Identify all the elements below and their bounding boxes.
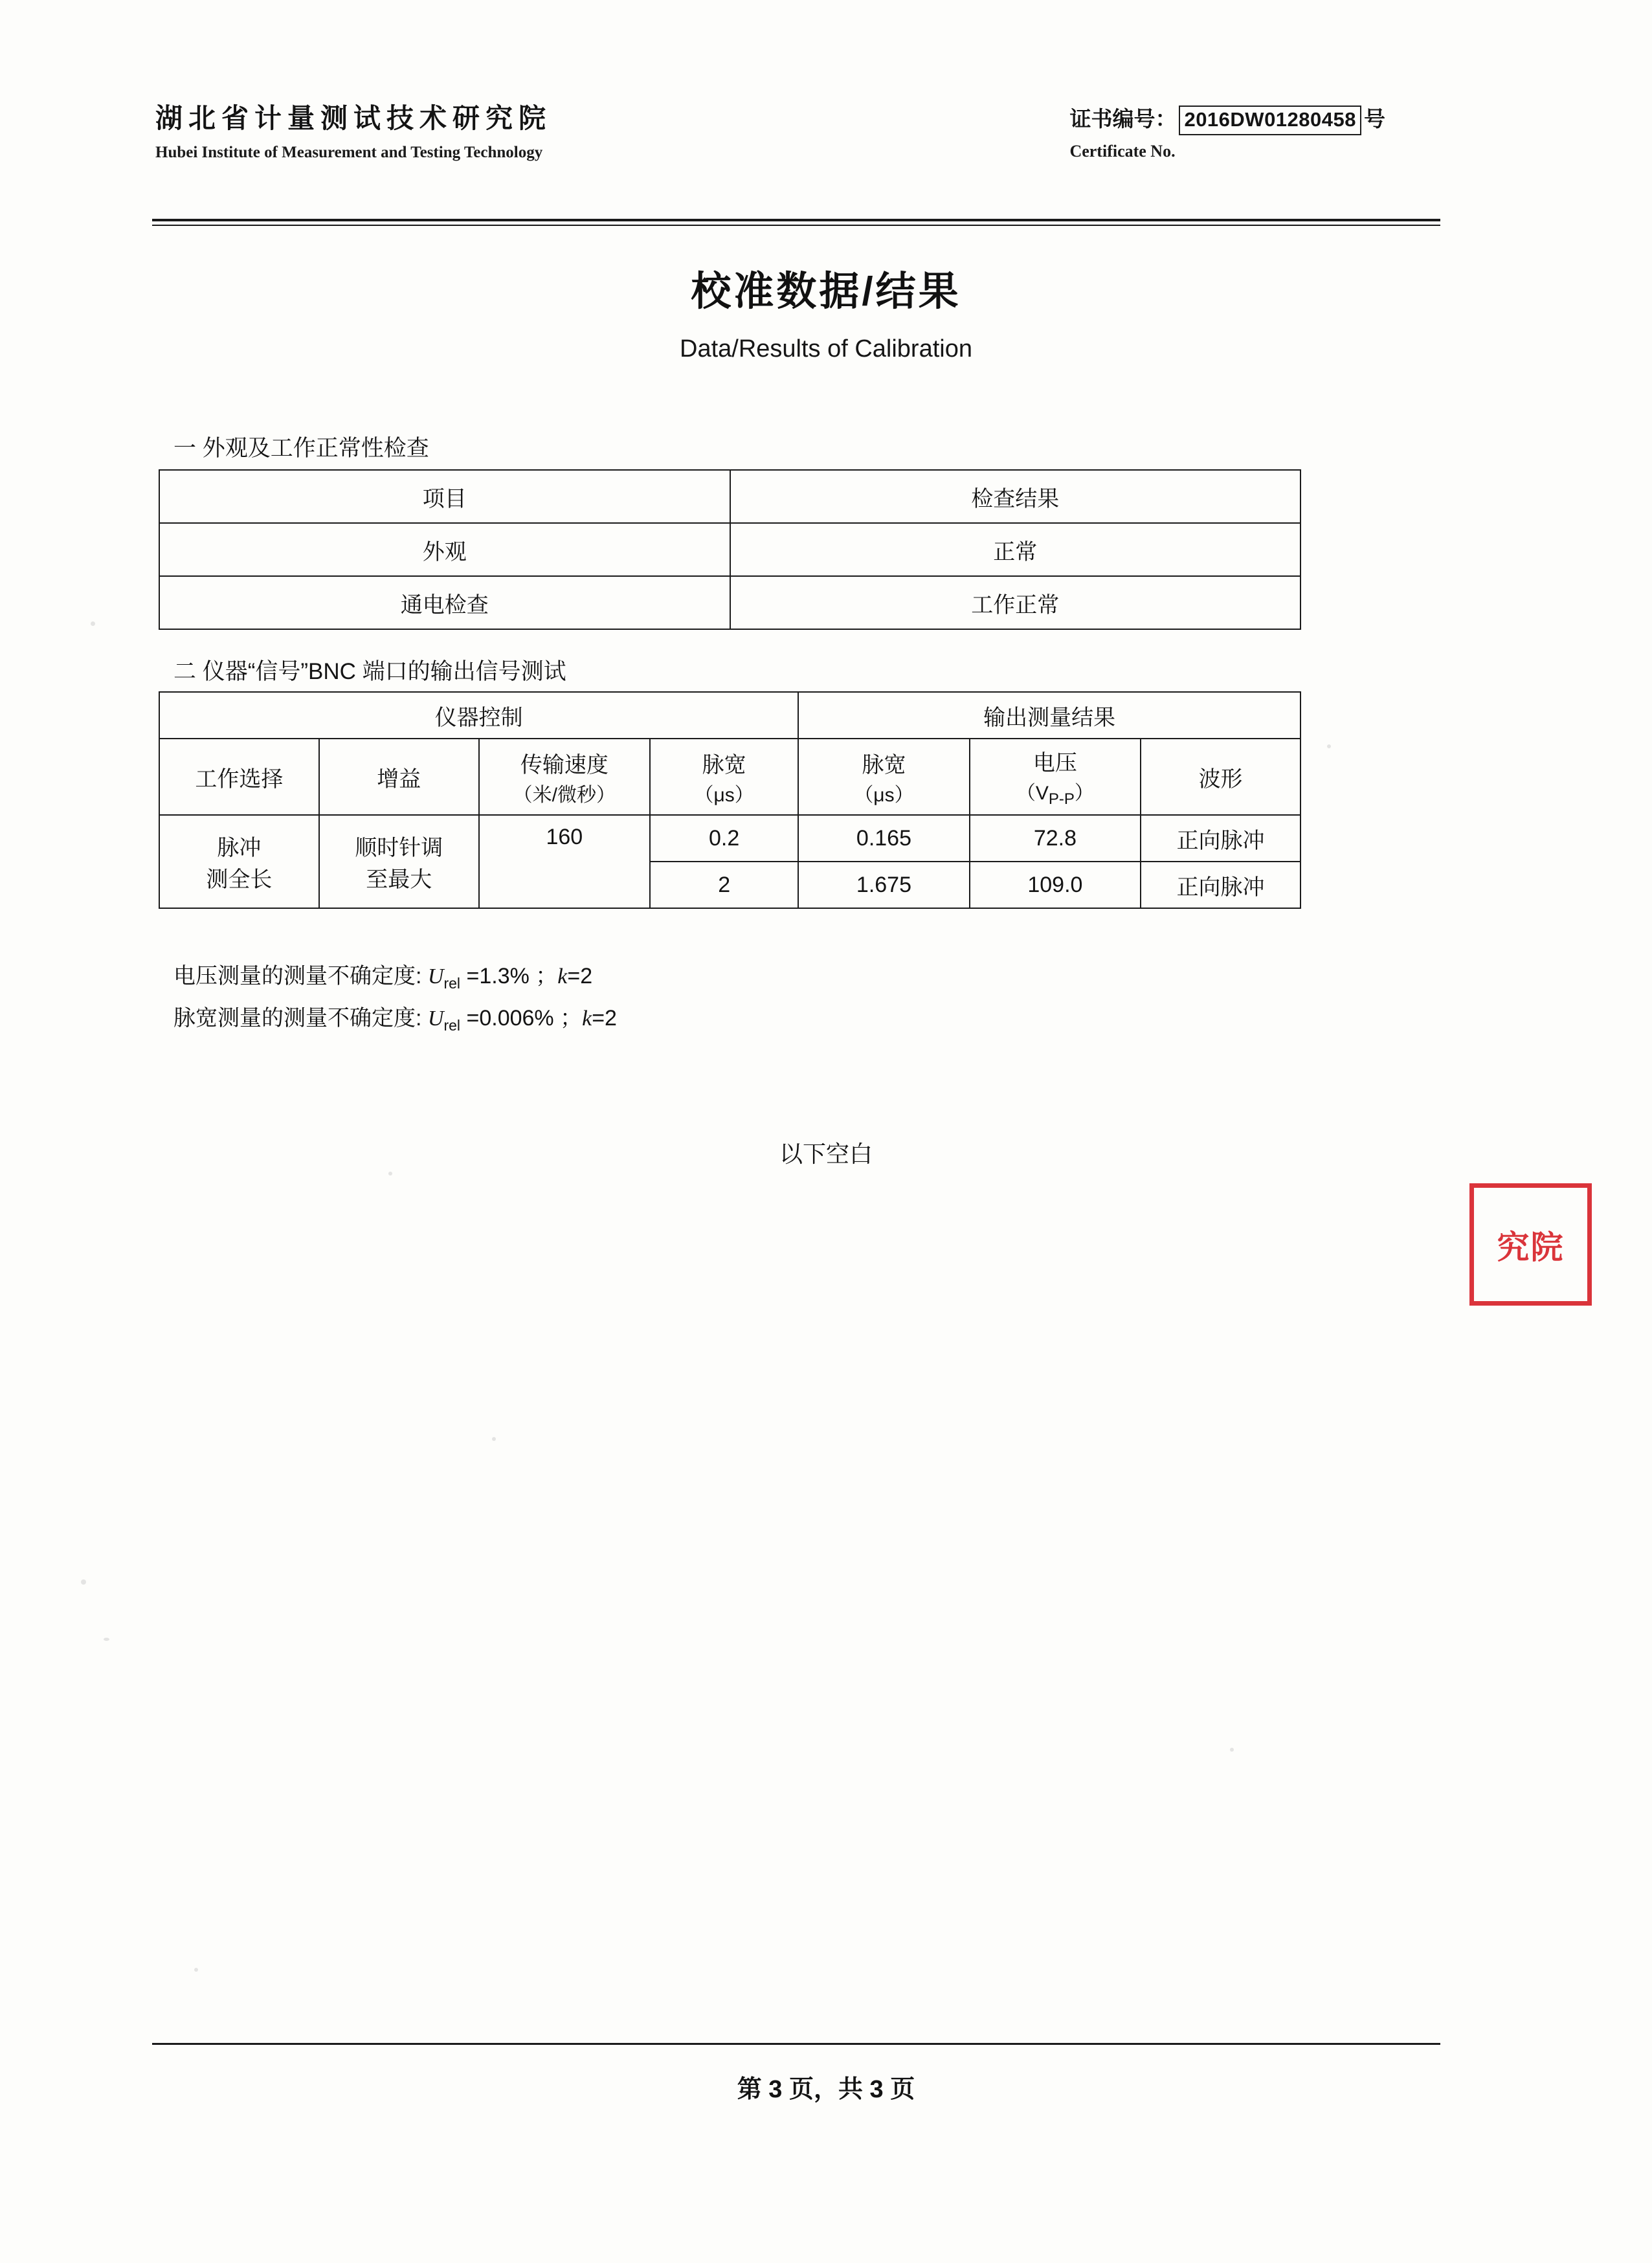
group-header-output-results: 输出测量结果: [798, 692, 1300, 739]
table-group-header-row: [159, 692, 1300, 739]
output-signal-test-table: [159, 691, 1301, 909]
uncertainty-note-pulse-prefix: 脉宽测量的测量不确定度:: [173, 1006, 428, 1031]
cell-transfer-speed: 160: [479, 815, 650, 908]
organization-block: [155, 97, 552, 162]
uncertainty-symbol-sub: rel: [443, 974, 461, 992]
uncertainty-note-voltage: [173, 958, 592, 992]
group-header-instrument-control: 仪器控制: [159, 692, 798, 739]
scan-speck: [1230, 1748, 1234, 1752]
uncertainty-note-pulse-value: =0.006% ；: [460, 1006, 583, 1031]
uncertainty-note-pulse-width: [173, 1000, 617, 1034]
cell-work-select: [159, 815, 319, 908]
coverage-factor-symbol: k: [582, 1007, 592, 1031]
certificate-suffix: 号: [1364, 107, 1385, 131]
cell-item: 外观: [159, 523, 730, 576]
cell-waveform: 正向脉冲: [1141, 815, 1300, 862]
column-header-voltage: [970, 739, 1141, 815]
table-row: [159, 815, 1300, 862]
scan-speck: [194, 1968, 198, 1972]
certificate-number-value: 2016DW01280458: [1179, 106, 1361, 135]
document-header: [155, 97, 1463, 162]
uncertainty-note-voltage-prefix: 电压测量的测量不确定度:: [173, 964, 428, 988]
column-header-item: 项目: [159, 470, 730, 523]
column-header-waveform: 波形: [1141, 739, 1300, 815]
column-header-voltage-main: 电压: [1032, 751, 1077, 775]
section-1-heading: 一 外观及工作正常性检查: [173, 436, 429, 461]
cell-gain-line2: 至最大: [366, 867, 432, 892]
cell-gain-line1: 顺时针调: [355, 836, 443, 860]
page-number-footer: 第 3 页，共 3 页: [737, 2076, 915, 2103]
organization-name-cn: 湖北省计量测试技术研究院: [155, 103, 552, 133]
certificate-label: 证书编号：: [1069, 107, 1177, 131]
cell-work-select-line1: 脉冲: [217, 836, 262, 860]
coverage-factor-value: =2: [567, 964, 593, 988]
voltage-unit-open: （V: [1016, 783, 1049, 804]
cell-voltage: 109.0: [970, 862, 1141, 908]
cell-waveform: 正向脉冲: [1141, 862, 1300, 908]
cell-pulse-width-set: 0.2: [650, 815, 798, 862]
scan-speck: [104, 1638, 109, 1641]
cell-item: 通电检查: [159, 576, 730, 629]
cell-work-select-line2: 测全长: [206, 867, 273, 892]
cell-voltage: 72.8: [970, 815, 1141, 862]
column-header-pulse-width-meas-unit: （μs）: [854, 784, 914, 806]
cell-result: 工作正常: [730, 576, 1301, 629]
appearance-check-table: [159, 469, 1301, 630]
scan-speck: [1327, 744, 1331, 748]
column-header-gain: 增益: [319, 739, 479, 815]
cell-pulse-width-set: 2: [650, 862, 798, 908]
column-header-pulse-width-set-unit: （μs）: [694, 784, 754, 806]
scan-speck: [91, 621, 95, 626]
footer-divider: [152, 2043, 1440, 2045]
page-title-cn: 校准数据/结果: [691, 269, 961, 314]
table-header-row: [159, 739, 1300, 815]
header-divider: [152, 219, 1440, 226]
cell-result: 正常: [730, 523, 1301, 576]
column-header-transfer-speed-unit: （米/微秒）: [513, 784, 616, 806]
column-header-result: 检查结果: [730, 470, 1301, 523]
certificate-number-line: [1069, 102, 1385, 135]
column-header-voltage-unit: [973, 777, 1137, 808]
voltage-unit-sub: P-P: [1048, 790, 1075, 808]
cell-gain: [319, 815, 479, 908]
column-header-transfer-speed: [479, 739, 650, 815]
section-2-heading: 二 仪器“信号”BNC 端口的输出信号测试: [173, 659, 566, 684]
uncertainty-symbol-sub: rel: [443, 1016, 461, 1034]
scan-speck: [81, 1579, 86, 1585]
organization-name-en: Hubei Institute of Measurement and Testing Technology: [155, 144, 543, 161]
table-row: [159, 523, 1300, 576]
table-row: [159, 576, 1300, 629]
uncertainty-symbol-u: U: [427, 1007, 444, 1031]
uncertainty-symbol-u: U: [427, 964, 444, 988]
table-header-row: [159, 470, 1300, 523]
coverage-factor-value: =2: [592, 1006, 617, 1031]
page-title-en: Data/Results of Calibration: [680, 335, 972, 362]
scan-speck: [388, 1172, 392, 1176]
cell-pulse-width-meas: 0.165: [798, 815, 969, 862]
column-header-work-select: 工作选择: [159, 739, 319, 815]
column-header-pulse-width-meas: [798, 739, 969, 815]
scan-speck: [492, 1437, 496, 1441]
certificate-label-en: Certificate No.: [1069, 142, 1176, 161]
uncertainty-note-voltage-value: =1.3% ；: [460, 964, 558, 988]
voltage-unit-close: ）: [1074, 783, 1094, 804]
column-header-pulse-width-meas-main: 脉宽: [862, 752, 906, 777]
official-seal-stamp: 究院: [1469, 1183, 1592, 1306]
blank-below-note: 以下空白: [779, 1141, 873, 1167]
column-header-pulse-width-set-main: 脉宽: [702, 752, 746, 777]
column-header-pulse-width-set: [650, 739, 798, 815]
column-header-transfer-speed-main: 传输速度: [520, 752, 608, 777]
coverage-factor-symbol: k: [557, 964, 568, 988]
cell-pulse-width-meas: 1.675: [798, 862, 969, 908]
certificate-number-block: [1069, 97, 1385, 161]
